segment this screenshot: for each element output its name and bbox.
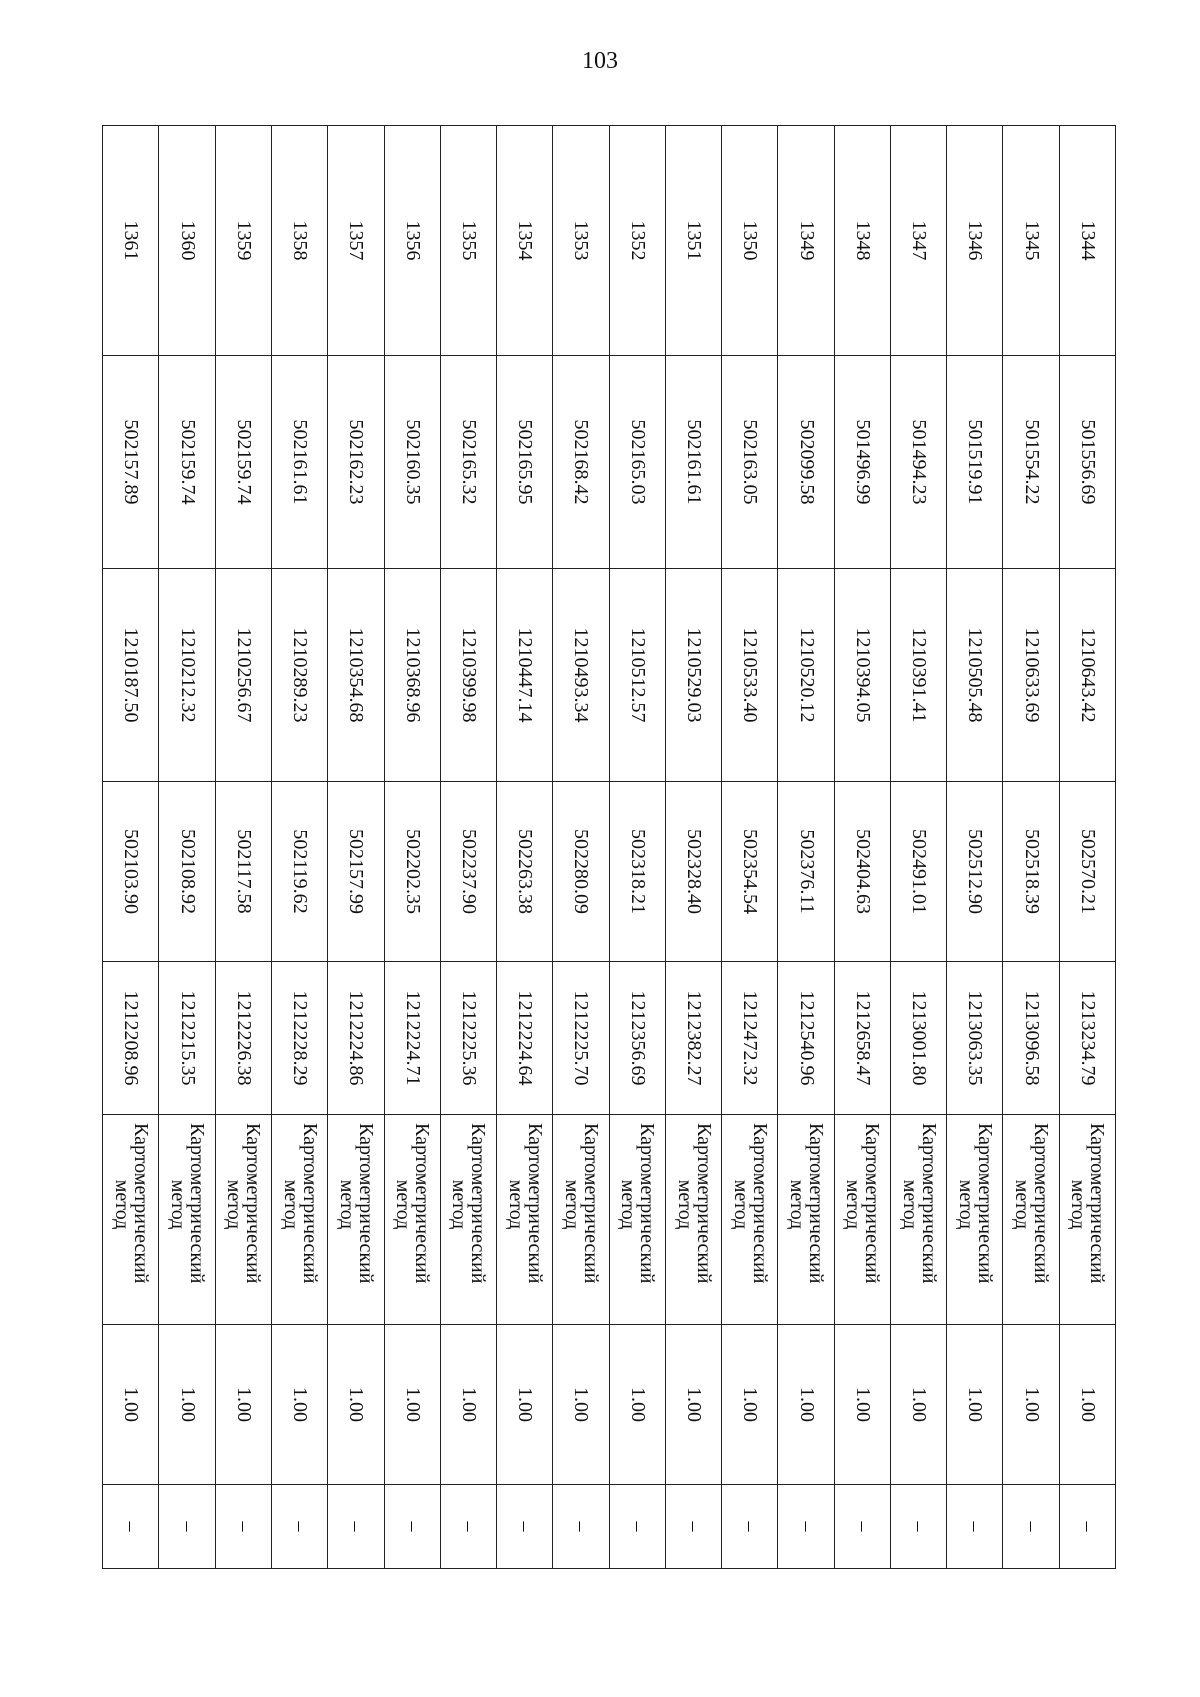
cell-x2-coordinate: 502157.99 [328, 782, 384, 962]
cell-method [890, 1115, 946, 1325]
cell-x-coordinate: 502162.23 [328, 356, 384, 569]
cell-accuracy: 1.00 [665, 1325, 721, 1485]
method-line2: метод [954, 1179, 977, 1230]
cell-note: – [947, 1485, 1003, 1569]
cell-y-coordinate: 1210493.34 [553, 569, 609, 782]
cell-x2-coordinate: 502518.39 [1003, 782, 1059, 962]
method-line2: метод [673, 1179, 696, 1230]
cell-y2-coordinate: 1212228.29 [272, 962, 328, 1115]
cell-x2-coordinate: 502280.09 [553, 782, 609, 962]
cell-y2-coordinate: 1213001.80 [890, 962, 946, 1115]
cell-point-number: 1354 [497, 126, 553, 356]
cell-y-coordinate: 1210368.96 [384, 569, 440, 782]
cell-point-number: 1359 [215, 126, 271, 356]
method-line1: Картометрический [917, 1123, 940, 1284]
table-row [609, 126, 665, 1569]
cell-method [722, 1115, 778, 1325]
cell-point-number: 1360 [159, 126, 215, 356]
cell-note: – [553, 1485, 609, 1569]
cell-accuracy: 1.00 [215, 1325, 271, 1485]
cell-y-coordinate: 1210643.42 [1059, 569, 1115, 782]
cell-point-number: 1345 [1003, 126, 1059, 356]
table-row [947, 126, 1003, 1569]
cell-y2-coordinate: 1212225.70 [553, 962, 609, 1115]
cell-method [778, 1115, 834, 1325]
cell-method [947, 1115, 1003, 1325]
cell-method [272, 1115, 328, 1325]
cell-note: – [103, 1485, 159, 1569]
cell-method [665, 1115, 721, 1325]
cell-note: – [1059, 1485, 1115, 1569]
cell-point-number: 1352 [609, 126, 665, 356]
page-number: 103 [582, 48, 618, 74]
cell-method [1003, 1115, 1059, 1325]
cell-note: – [834, 1485, 890, 1569]
cell-note: – [665, 1485, 721, 1569]
method-line2: метод [335, 1179, 358, 1230]
cell-x2-coordinate: 502202.35 [384, 782, 440, 962]
cell-accuracy: 1.00 [1003, 1325, 1059, 1485]
cell-method [497, 1115, 553, 1325]
table-row [722, 126, 778, 1569]
cell-x-coordinate: 502157.89 [103, 356, 159, 569]
cell-y2-coordinate: 1212224.71 [384, 962, 440, 1115]
method-line2: метод [1067, 1179, 1090, 1230]
cell-x-coordinate: 502159.74 [215, 356, 271, 569]
cell-accuracy: 1.00 [440, 1325, 496, 1485]
cell-accuracy: 1.00 [384, 1325, 440, 1485]
cell-y-coordinate: 1210529.03 [665, 569, 721, 782]
cell-x-coordinate: 502160.35 [384, 356, 440, 569]
method-line2: метод [786, 1179, 809, 1230]
cell-x2-coordinate: 502376.11 [778, 782, 834, 962]
cell-x-coordinate: 502168.42 [553, 356, 609, 569]
method-line1: Картометрический [354, 1123, 377, 1284]
cell-point-number: 1351 [665, 126, 721, 356]
cell-y2-coordinate: 1212215.35 [159, 962, 215, 1115]
cell-x2-coordinate: 502328.40 [665, 782, 721, 962]
cell-point-number: 1348 [834, 126, 890, 356]
cell-point-number: 1344 [1059, 126, 1115, 356]
cell-note: – [384, 1485, 440, 1569]
cell-method [215, 1115, 271, 1325]
cell-x2-coordinate: 502491.01 [890, 782, 946, 962]
cell-point-number: 1347 [890, 126, 946, 356]
cell-point-number: 1349 [778, 126, 834, 356]
cell-y2-coordinate: 1213234.79 [1059, 962, 1115, 1115]
cell-x-coordinate: 502165.32 [440, 356, 496, 569]
cell-y-coordinate: 1210354.68 [328, 569, 384, 782]
table-row [1003, 126, 1059, 1569]
cell-point-number: 1355 [440, 126, 496, 356]
cell-y2-coordinate: 1212472.32 [722, 962, 778, 1115]
cell-y-coordinate: 1210391.41 [890, 569, 946, 782]
method-line1: Картометрический [298, 1123, 321, 1284]
cell-accuracy: 1.00 [834, 1325, 890, 1485]
cell-point-number: 1353 [553, 126, 609, 356]
table-row [553, 126, 609, 1569]
cell-y2-coordinate: 1212540.96 [778, 962, 834, 1115]
table-row [834, 126, 890, 1569]
cell-method [553, 1115, 609, 1325]
cell-note: – [215, 1485, 271, 1569]
method-line1: Картометрический [1086, 1123, 1109, 1284]
cell-point-number: 1356 [384, 126, 440, 356]
method-line2: метод [279, 1179, 302, 1230]
method-line1: Картометрический [411, 1123, 434, 1284]
method-line1: Картометрический [636, 1123, 659, 1284]
cell-x-coordinate: 502165.03 [609, 356, 665, 569]
method-line1: Картометрический [748, 1123, 771, 1284]
cell-note: – [609, 1485, 665, 1569]
cell-accuracy: 1.00 [778, 1325, 834, 1485]
cell-x-coordinate: 501556.69 [1059, 356, 1115, 569]
cell-point-number: 1346 [947, 126, 1003, 356]
cell-method [328, 1115, 384, 1325]
cell-y-coordinate: 1210633.69 [1003, 569, 1059, 782]
cell-accuracy: 1.00 [497, 1325, 553, 1485]
cell-x-coordinate: 502161.61 [665, 356, 721, 569]
table-row [1059, 126, 1115, 1569]
method-line1: Картометрический [186, 1123, 209, 1284]
cell-y-coordinate: 1210447.14 [497, 569, 553, 782]
cell-y-coordinate: 1210256.67 [215, 569, 271, 782]
cell-note: – [440, 1485, 496, 1569]
cell-y2-coordinate: 1212356.69 [609, 962, 665, 1115]
method-line2: метод [560, 1179, 583, 1230]
cell-y-coordinate: 1210399.98 [440, 569, 496, 782]
table-row [384, 126, 440, 1569]
method-line1: Картометрический [242, 1123, 265, 1284]
cell-x2-coordinate: 502404.63 [834, 782, 890, 962]
cell-point-number: 1357 [328, 126, 384, 356]
cell-y2-coordinate: 1212658.47 [834, 962, 890, 1115]
cell-point-number: 1361 [103, 126, 159, 356]
cell-x2-coordinate: 502512.90 [947, 782, 1003, 962]
cell-accuracy: 1.00 [328, 1325, 384, 1485]
cell-accuracy: 1.00 [609, 1325, 665, 1485]
method-line1: Картометрический [523, 1123, 546, 1284]
method-line1: Картометрический [861, 1123, 884, 1284]
cell-y2-coordinate: 1212382.27 [665, 962, 721, 1115]
cell-accuracy: 1.00 [159, 1325, 215, 1485]
cell-y-coordinate: 1210212.32 [159, 569, 215, 782]
method-line2: метод [898, 1179, 921, 1230]
cell-accuracy: 1.00 [553, 1325, 609, 1485]
cell-y2-coordinate: 1213063.35 [947, 962, 1003, 1115]
cell-method [1059, 1115, 1115, 1325]
method-line2: метод [223, 1179, 246, 1230]
cell-x-coordinate: 502161.61 [272, 356, 328, 569]
cell-x2-coordinate: 502103.90 [103, 782, 159, 962]
cell-y2-coordinate: 1212224.64 [497, 962, 553, 1115]
cell-y-coordinate: 1210512.57 [609, 569, 665, 782]
method-line2: метод [617, 1179, 640, 1230]
table-row [665, 126, 721, 1569]
cell-note: – [328, 1485, 384, 1569]
cell-x-coordinate: 501496.99 [834, 356, 890, 569]
cell-y2-coordinate: 1213096.58 [1003, 962, 1059, 1115]
cell-y2-coordinate: 1212224.86 [328, 962, 384, 1115]
cell-x2-coordinate: 502117.58 [215, 782, 271, 962]
rotated-table-container [102, 125, 1116, 1568]
cell-x2-coordinate: 502119.62 [272, 782, 328, 962]
method-line2: метод [504, 1179, 527, 1230]
table-row [497, 126, 553, 1569]
cell-accuracy: 1.00 [1059, 1325, 1115, 1485]
cell-point-number: 1358 [272, 126, 328, 356]
method-line2: метод [392, 1179, 415, 1230]
cell-x-coordinate: 501519.91 [947, 356, 1003, 569]
cell-x-coordinate: 502159.74 [159, 356, 215, 569]
cell-method [384, 1115, 440, 1325]
method-line1: Картометрический [692, 1123, 715, 1284]
table-row [215, 126, 271, 1569]
cell-note: – [1003, 1485, 1059, 1569]
method-line2: метод [110, 1179, 133, 1230]
cell-note: – [497, 1485, 553, 1569]
cell-y2-coordinate: 1212225.36 [440, 962, 496, 1115]
method-line2: метод [1011, 1179, 1034, 1230]
cell-x2-coordinate: 502263.38 [497, 782, 553, 962]
cell-x-coordinate: 502099.58 [778, 356, 834, 569]
cell-note: – [890, 1485, 946, 1569]
cell-x-coordinate: 501554.22 [1003, 356, 1059, 569]
cell-y-coordinate: 1210289.23 [272, 569, 328, 782]
cell-y-coordinate: 1210520.12 [778, 569, 834, 782]
cell-accuracy: 1.00 [722, 1325, 778, 1485]
method-line1: Картометрический [129, 1123, 152, 1284]
cell-x2-coordinate: 502237.90 [440, 782, 496, 962]
cell-method [103, 1115, 159, 1325]
table-row [778, 126, 834, 1569]
coordinates-table [102, 125, 1116, 1569]
method-line2: метод [167, 1179, 190, 1230]
table-row [328, 126, 384, 1569]
table-row [440, 126, 496, 1569]
method-line1: Картометрический [805, 1123, 828, 1284]
cell-accuracy: 1.00 [103, 1325, 159, 1485]
cell-y-coordinate: 1210187.50 [103, 569, 159, 782]
cell-method [834, 1115, 890, 1325]
table-frame [102, 125, 1116, 1568]
cell-x-coordinate: 501494.23 [890, 356, 946, 569]
table-row [159, 126, 215, 1569]
method-line1: Картометрический [579, 1123, 602, 1284]
method-line1: Картометрический [973, 1123, 996, 1284]
method-line2: метод [842, 1179, 865, 1230]
table-row [103, 126, 159, 1569]
cell-y-coordinate: 1210394.05 [834, 569, 890, 782]
cell-accuracy: 1.00 [947, 1325, 1003, 1485]
cell-method [159, 1115, 215, 1325]
cell-accuracy: 1.00 [272, 1325, 328, 1485]
method-line2: метод [729, 1179, 752, 1230]
table-body [103, 126, 1116, 1569]
cell-x-coordinate: 502165.95 [497, 356, 553, 569]
table-row [272, 126, 328, 1569]
cell-note: – [778, 1485, 834, 1569]
cell-note: – [159, 1485, 215, 1569]
cell-y-coordinate: 1210505.48 [947, 569, 1003, 782]
table-row [890, 126, 946, 1569]
cell-y-coordinate: 1210533.40 [722, 569, 778, 782]
cell-note: – [272, 1485, 328, 1569]
cell-y2-coordinate: 1212226.38 [215, 962, 271, 1115]
cell-y2-coordinate: 1212208.96 [103, 962, 159, 1115]
cell-x2-coordinate: 502108.92 [159, 782, 215, 962]
method-line2: метод [448, 1179, 471, 1230]
cell-x2-coordinate: 502354.54 [722, 782, 778, 962]
method-line1: Картометрический [1030, 1123, 1053, 1284]
cell-x2-coordinate: 502570.21 [1059, 782, 1115, 962]
cell-method [609, 1115, 665, 1325]
method-line1: Картометрический [467, 1123, 490, 1284]
cell-method [440, 1115, 496, 1325]
cell-x-coordinate: 502163.05 [722, 356, 778, 569]
cell-note: – [722, 1485, 778, 1569]
cell-x2-coordinate: 502318.21 [609, 782, 665, 962]
cell-accuracy: 1.00 [890, 1325, 946, 1485]
cell-point-number: 1350 [722, 126, 778, 356]
